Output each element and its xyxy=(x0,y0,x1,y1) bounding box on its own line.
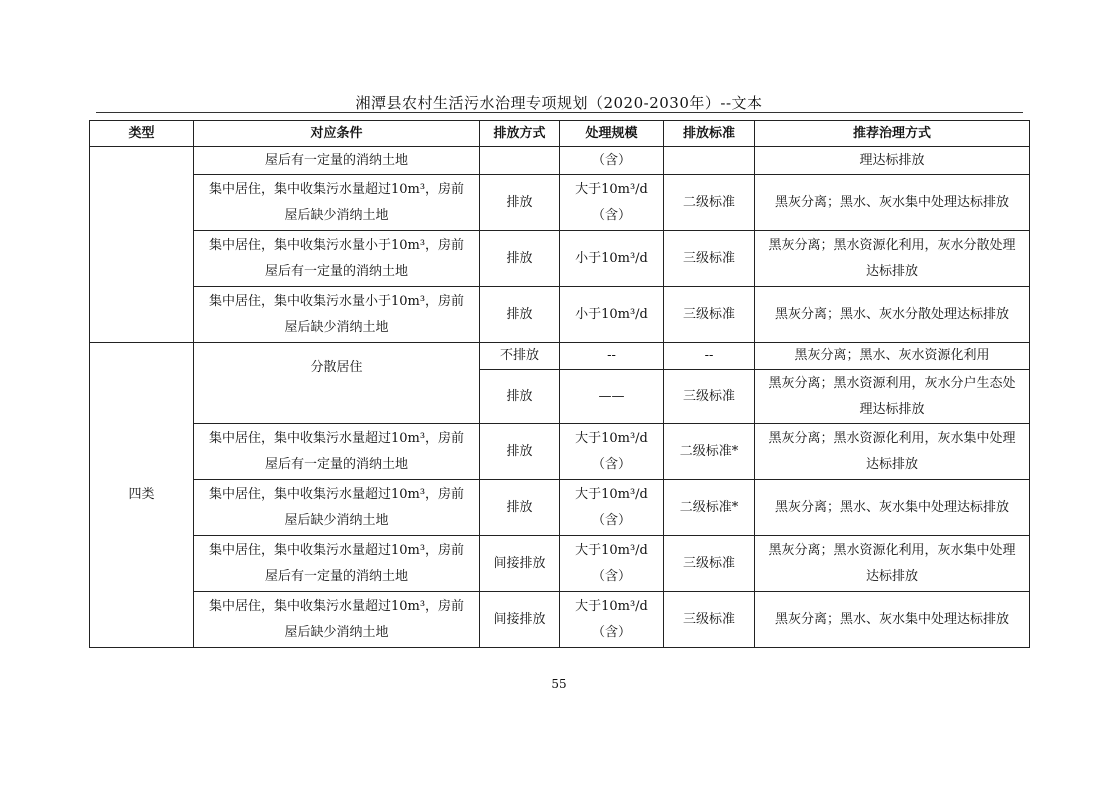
discharge-cell: 排放 xyxy=(480,231,560,287)
discharge-cell: 排放 xyxy=(480,175,560,231)
cell-text: （含） xyxy=(591,207,631,223)
discharge-cell: 排放 xyxy=(480,370,560,424)
condition-cell xyxy=(194,480,480,536)
standard-cell: 三级标准 xyxy=(664,370,755,424)
cell-text: 屋后缺少消纳土地 xyxy=(284,512,389,528)
method-cell xyxy=(755,231,1030,287)
header-rule xyxy=(96,112,1023,113)
standard-cell: 二级标准* xyxy=(664,424,755,480)
standard-cell xyxy=(664,147,755,175)
scale-cell xyxy=(560,287,664,343)
cell-text: 黑灰分离；黑水资源化利用，灰水分散处理 xyxy=(768,237,1016,253)
cell-text: 黑灰分离；黑水资源利用，灰水分户生态处 xyxy=(768,375,1016,391)
type-cell-continued xyxy=(90,147,194,343)
cell-text: 集中居住，集中收集污水量小于10m³，房前 xyxy=(208,293,465,309)
condition-cell xyxy=(194,592,480,648)
discharge-cell: 不排放 xyxy=(480,343,560,370)
method-cell xyxy=(755,343,1030,370)
scale-cell: -- xyxy=(560,343,664,370)
cell-text: 屋后缺少消纳土地 xyxy=(284,319,389,335)
table-header-row xyxy=(90,121,1030,147)
method-cell xyxy=(755,536,1030,592)
scale-cell xyxy=(560,536,664,592)
standard-cell: 二级标准* xyxy=(664,480,755,536)
table-row xyxy=(90,592,1030,648)
scale-cell xyxy=(560,592,664,648)
discharge-cell: 排放 xyxy=(480,424,560,480)
method-cell xyxy=(755,480,1030,536)
cell-text: 屋后有一定量的消纳土地 xyxy=(264,152,408,168)
column-header: 推荐治理方式 xyxy=(755,121,1030,147)
cell-text: 屋后有一定量的消纳土地 xyxy=(264,456,408,472)
standard-cell: 三级标准 xyxy=(664,231,755,287)
table-row xyxy=(90,147,1030,175)
table-row xyxy=(90,287,1030,343)
column-header: 类型 xyxy=(90,121,194,147)
discharge-cell: 间接排放 xyxy=(480,592,560,648)
cell-text: 理达标排放 xyxy=(859,152,925,168)
table-row xyxy=(90,175,1030,231)
condition-cell xyxy=(194,231,480,287)
scale-cell xyxy=(560,231,664,287)
cell-text: 大于10m³/d xyxy=(575,542,648,558)
condition-cell xyxy=(194,287,480,343)
method-cell xyxy=(755,370,1030,424)
cell-text: 集中居住，集中收集污水量超过10m³，房前 xyxy=(208,598,465,614)
cell-text: 理达标排放 xyxy=(859,401,925,417)
scale-cell: —— xyxy=(560,370,664,424)
cell-text: （含） xyxy=(591,568,631,584)
cell-text: 达标排放 xyxy=(865,568,918,584)
cell-text: 黑灰分离；黑水资源化利用，灰水集中处理 xyxy=(768,542,1016,558)
cell-text: 屋后有一定量的消纳土地 xyxy=(264,568,408,584)
cell-text: 大于10m³/d xyxy=(575,486,648,502)
table-row xyxy=(90,536,1030,592)
cell-text: 黑灰分离；黑水、灰水集中处理达标排放 xyxy=(774,194,1009,210)
cell-text: 达标排放 xyxy=(865,456,918,472)
cell-text: 屋后有一定量的消纳土地 xyxy=(264,263,408,279)
method-cell xyxy=(755,175,1030,231)
cell-text: 大于10m³/d xyxy=(575,181,648,197)
standard-cell: -- xyxy=(664,343,755,370)
discharge-cell: 排放 xyxy=(480,480,560,536)
cell-text: 黑灰分离；黑水资源化利用，灰水集中处理 xyxy=(768,430,1016,446)
cell-text: 大于10m³/d xyxy=(575,430,648,446)
table-row xyxy=(90,480,1030,536)
condition-cell xyxy=(194,175,480,231)
method-cell xyxy=(755,287,1030,343)
cell-text: 集中居住，集中收集污水量超过10m³，房前 xyxy=(208,542,465,558)
cell-text: 屋后缺少消纳土地 xyxy=(284,624,389,640)
cell-text: 黑灰分离；黑水、灰水资源化利用 xyxy=(794,348,990,363)
discharge-cell xyxy=(480,147,560,175)
table-row xyxy=(90,231,1030,287)
column-header: 对应条件 xyxy=(194,121,480,147)
column-header: 排放标准 xyxy=(664,121,755,147)
cell-text: 大于10m³/d xyxy=(575,598,648,614)
page-header-title: 湘潭县农村生活污水治理专项规划（2020-2030年）--文本 xyxy=(355,94,763,112)
discharge-cell: 间接排放 xyxy=(480,536,560,592)
condition-cell xyxy=(194,536,480,592)
condition-cell xyxy=(194,147,480,175)
treatment-table xyxy=(89,120,1030,648)
discharge-cell: 排放 xyxy=(480,287,560,343)
cell-text: 集中居住，集中收集污水量超过10m³，房前 xyxy=(208,430,465,446)
cell-text: 黑灰分离；黑水、灰水集中处理达标排放 xyxy=(774,611,1009,627)
cell-text: （含） xyxy=(591,624,631,640)
cell-text: 小于10m³/d xyxy=(575,306,648,322)
column-header: 处理规模 xyxy=(560,121,664,147)
cell-text: （含） xyxy=(591,152,631,168)
type-cell: 四类 xyxy=(90,343,194,648)
column-header: 排放方式 xyxy=(480,121,560,147)
scale-cell xyxy=(560,480,664,536)
scale-cell xyxy=(560,175,664,231)
condition-cell xyxy=(194,424,480,480)
table-row xyxy=(90,343,1030,370)
standard-cell: 三级标准 xyxy=(664,592,755,648)
method-cell xyxy=(755,424,1030,480)
cell-text: 集中居住，集中收集污水量超过10m³，房前 xyxy=(208,486,465,502)
table-row xyxy=(90,424,1030,480)
cell-text: 黑灰分离；黑水、灰水集中处理达标排放 xyxy=(774,499,1009,515)
scale-cell xyxy=(560,424,664,480)
cell-text: 屋后缺少消纳土地 xyxy=(284,207,389,223)
cell-text: （含） xyxy=(591,456,631,472)
cell-text: （含） xyxy=(591,512,631,528)
standard-cell: 三级标准 xyxy=(664,536,755,592)
method-cell xyxy=(755,592,1030,648)
method-cell xyxy=(755,147,1030,175)
cell-text: 集中居住，集中收集污水量小于10m³，房前 xyxy=(208,237,465,253)
cell-text: 小于10m³/d xyxy=(575,250,648,266)
cell-text: 集中居住，集中收集污水量超过10m³，房前 xyxy=(208,181,465,197)
standard-cell: 二级标准 xyxy=(664,175,755,231)
standard-cell: 三级标准 xyxy=(664,287,755,343)
cell-text: 黑灰分离；黑水、灰水分散处理达标排放 xyxy=(774,306,1009,322)
scale-cell xyxy=(560,147,664,175)
cell-text: 达标排放 xyxy=(865,263,918,279)
condition-cell: 分散居住 xyxy=(194,343,480,424)
page-number: 55 xyxy=(551,677,567,691)
